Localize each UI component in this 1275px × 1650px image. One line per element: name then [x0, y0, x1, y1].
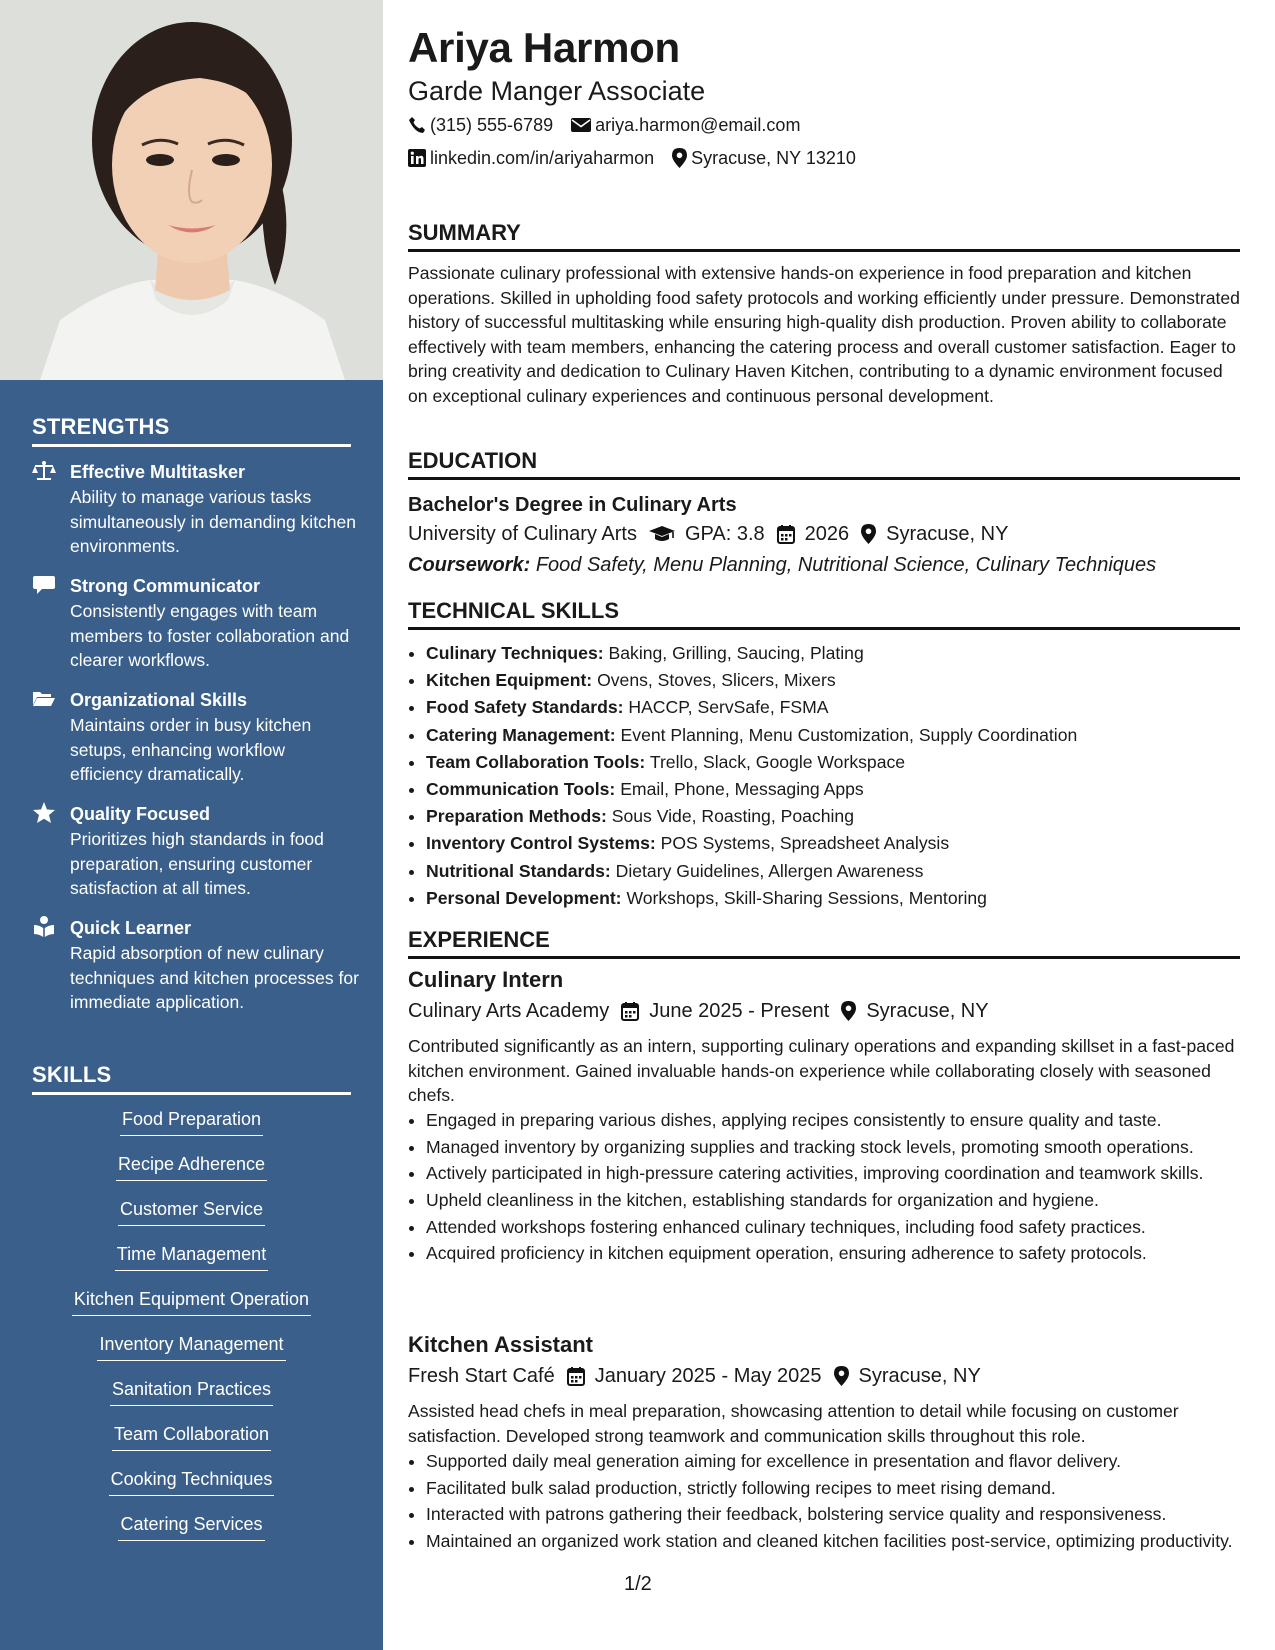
folder-open-icon — [32, 688, 56, 710]
job-location: Syracuse, NY — [866, 1000, 989, 1022]
sidebar — [0, 0, 383, 1650]
company-name: Culinary Arts Academy — [408, 1000, 610, 1022]
school-location: Syracuse, NY — [886, 523, 1009, 545]
job-dates: January 2025 - May 2025 — [594, 1365, 822, 1387]
tech-skill-item: • Personal Development: Workshops, Skill-Sharing Sessions, Mentoring — [426, 885, 1240, 912]
summary-text: Passionate culinary professional with extensive hands-on experience in food preparation and kitchen operations. Skilled in upholding food safety protocols and working efficiently under pressure. Demonstrated history of successful multitasking while ensuring high-quality dish production. Proven ability to collaborate effectively with team members, enhancing the catering process and overall customer satisfaction. Eager to bring creativity and dedication to Culinary Haven Kitchen, contributing to a dynamic environment focused on exceptional culinary experiences and continuous personal development. — [408, 263, 1240, 406]
contact-row — [408, 146, 874, 170]
skill-item: Sanitation Practices — [32, 1376, 351, 1421]
technical-skills-heading: TECHNICAL SKILLS — [408, 597, 1240, 630]
job-bullet: • Managed inventory by organizing supplies and tracking stock levels, promoting smooth operations. — [426, 1135, 1240, 1160]
skill-item: Customer Service — [32, 1196, 351, 1241]
skill-item: Team Collaboration — [32, 1421, 351, 1466]
coursework-line — [408, 552, 1156, 578]
strength-description: Ability to manage various tasks simultaneously in demanding kitchen environments. — [70, 487, 356, 556]
phone-text: (315) 555-6789 — [430, 115, 554, 135]
skills-list — [32, 1106, 351, 1556]
degree-name: Bachelor's Degree in Culinary Arts — [408, 494, 737, 516]
email-contact[interactable] — [571, 113, 800, 137]
job-dates: June 2025 - Present — [649, 1000, 830, 1022]
job-meta — [408, 1363, 981, 1389]
job-bullet: • Upheld cleanliness in the kitchen, establishing standards for organization and hygiene. — [426, 1188, 1240, 1213]
map-pin-icon — [841, 1001, 856, 1021]
linkedin-text: linkedin.com/in/ariyaharmon — [430, 148, 655, 168]
job-bullets — [426, 1449, 1240, 1556]
page-number: 1/2 — [624, 1573, 652, 1595]
graduation-year: 2026 — [804, 523, 850, 545]
location-contact — [672, 146, 856, 170]
candidate-title: Garde Manger Associate — [408, 76, 706, 106]
tech-skill-item: • Nutritional Standards: Dietary Guidelines, Allergen Awareness — [426, 858, 1240, 885]
coursework-text: Food Safety, Menu Planning, Nutritional Science, Culinary Techniques — [535, 554, 1157, 576]
job-title: Kitchen Assistant — [408, 1332, 594, 1357]
company-name: Fresh Start Café — [408, 1365, 555, 1387]
envelope-icon — [571, 117, 591, 133]
tech-skill-item: • Preparation Methods: Sous Vide, Roasting, Poaching — [426, 803, 1240, 830]
map-pin-icon — [834, 1366, 849, 1386]
portrait-illustration — [0, 0, 383, 380]
skills-heading: SKILLS — [32, 1062, 351, 1095]
tech-skill-item: • Catering Management: Event Planning, Menu Customization, Supply Coordination — [426, 722, 1240, 749]
tech-skill-item: • Communication Tools: Email, Phone, Messaging Apps — [426, 776, 1240, 803]
job-bullet: • Supported daily meal generation aiming for excellence in presentation and flavor delivery. — [426, 1449, 1240, 1474]
calendar-icon — [777, 524, 795, 544]
graduation-cap-icon — [649, 525, 675, 543]
phone-contact[interactable] — [408, 113, 553, 137]
speech-bubble-icon — [32, 574, 56, 596]
skill-item: Cooking Techniques — [32, 1466, 351, 1511]
calendar-icon — [621, 1001, 639, 1021]
tech-skill-item: • Kitchen Equipment: Ovens, Stoves, Slicers, Mixers — [426, 667, 1240, 694]
education-meta — [408, 521, 1008, 547]
job-bullet: • Engaged in preparing various dishes, applying recipes consistently to ensure quality and taste. — [426, 1108, 1240, 1133]
map-pin-icon — [861, 524, 876, 544]
tech-skill-item: • Team Collaboration Tools: Trello, Slack, Google Workspace — [426, 749, 1240, 776]
experience-heading: EXPERIENCE — [408, 926, 1240, 959]
job-bullet: • Maintained an organized work station and cleaned kitchen facilities post-service, optimizing productivity. — [426, 1529, 1240, 1554]
linkedin-contact[interactable] — [408, 146, 654, 170]
job-bullet: • Attended workshops fostering enhanced culinary techniques, including food safety practices. — [426, 1215, 1240, 1240]
skill-item: Time Management — [32, 1241, 351, 1286]
school-name: University of Culinary Arts — [408, 523, 637, 545]
strength-description: Consistently engages with team members to foster collaboration and clearer workflows. — [70, 601, 350, 670]
strength-title: Organizational Skills — [70, 690, 248, 710]
map-pin-icon — [672, 148, 687, 168]
candidate-name: Ariya Harmon — [408, 24, 680, 71]
main-content — [408, 0, 1240, 1650]
email-text: ariya.harmon@email.com — [595, 115, 801, 135]
location-text: Syracuse, NY 13210 — [691, 148, 856, 168]
skill-item: Catering Services — [32, 1511, 351, 1556]
tech-skill-item: • Inventory Control Systems: POS Systems, Spreadsheet Analysis — [426, 830, 1240, 857]
strengths-heading: STRENGTHS — [32, 414, 351, 447]
strength-title: Quality Focused — [70, 804, 211, 824]
calendar-icon — [567, 1366, 585, 1386]
strength-title: Quick Learner — [70, 918, 192, 938]
strength-title: Effective Multitasker — [70, 462, 246, 482]
job-meta — [408, 998, 989, 1024]
skill-item: Food Preparation — [32, 1106, 351, 1151]
job-description: Contributed significantly as an intern, supporting culinary operations and expanding skillset in a fast-paced kitchen environment. Gained invaluable hands-on experience while collaborating closely with seasoned chefs. — [408, 1036, 1235, 1105]
job-bullet: • Acquired proficiency in kitchen equipment operation, ensuring adherence to safety protocols. — [426, 1241, 1240, 1266]
star-icon — [32, 802, 56, 824]
contact-row — [408, 113, 818, 137]
skill-item: Inventory Management — [32, 1331, 351, 1376]
phone-icon — [408, 116, 426, 134]
job-location: Syracuse, NY — [858, 1365, 981, 1387]
strength-description: Prioritizes high standards in food preparation, ensuring customer satisfaction at all times. — [70, 829, 324, 898]
gpa-text: GPA: 3.8 — [684, 523, 765, 545]
coursework-label: Coursework: — [408, 554, 531, 576]
balance-scale-icon — [32, 460, 56, 482]
summary-heading: SUMMARY — [408, 219, 1240, 252]
tech-skill-item: • Food Safety Standards: HACCP, ServSafe, FSMA — [426, 694, 1240, 721]
job-description: Assisted head chefs in meal preparation, showcasing attention to detail while focusing on customer satisfaction. Developed strong teamwork and communication skills throughout this role. — [408, 1401, 1179, 1446]
job-title: Culinary Intern — [408, 967, 564, 992]
skill-item: Kitchen Equipment Operation — [32, 1286, 351, 1331]
skill-item: Recipe Adherence — [32, 1151, 351, 1196]
profile-photo — [0, 0, 383, 380]
technical-skills-list — [426, 640, 1240, 912]
strength-title: Strong Communicator — [70, 576, 261, 596]
linkedin-icon — [408, 149, 426, 167]
strength-description: Rapid absorption of new culinary techniques and kitchen processes for immediate application. — [70, 943, 359, 1012]
book-reader-icon — [32, 916, 56, 938]
job-bullet: • Actively participated in high-pressure catering activities, improving coordination and teamwork skills. — [426, 1161, 1240, 1186]
tech-skill-item: • Culinary Techniques: Baking, Grilling, Saucing, Plating — [426, 640, 1240, 667]
strength-description: Maintains order in busy kitchen setups, enhancing workflow efficiency dramatically. — [70, 715, 312, 784]
education-heading: EDUCATION — [408, 447, 1240, 480]
job-bullet: • Interacted with patrons gathering their feedback, bolstering service quality and responsiveness. — [426, 1502, 1240, 1527]
job-bullet: • Facilitated bulk salad production, strictly following recipes to meet rising demand. — [426, 1476, 1240, 1501]
job-bullets — [426, 1108, 1240, 1268]
